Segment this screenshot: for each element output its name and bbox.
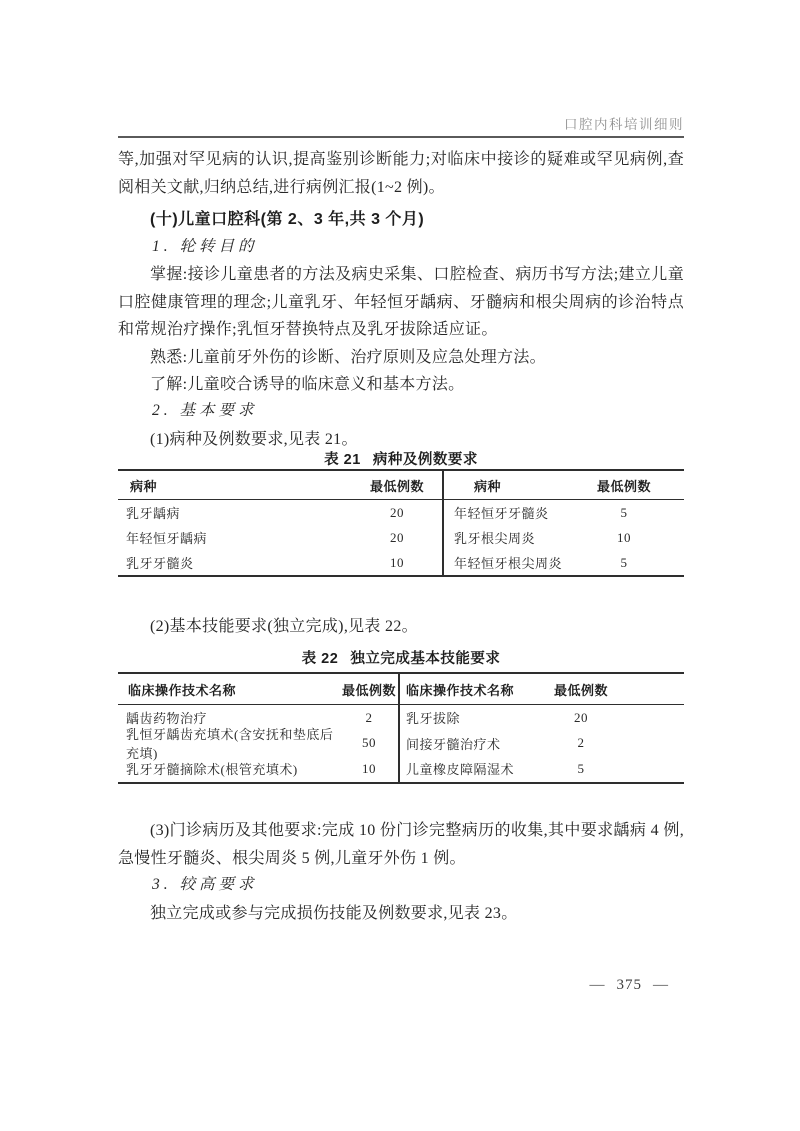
table-21 (118, 469, 684, 577)
table22-cell: 20 (574, 709, 588, 725)
table21-center-divider (442, 471, 444, 575)
paragraph-requirement-2: (2)基本技能要求(独立完成),见表 22。 (150, 618, 418, 635)
table21-header-row (118, 471, 684, 500)
table21-cell: 年轻恒牙龋病 (126, 531, 208, 546)
table-row (118, 500, 684, 525)
table22-cell: 乳恒牙龋齿充填术(含安抚和垫底后充填) (126, 727, 334, 762)
table22-caption-label: 表 22 (301, 651, 339, 667)
paragraph-master: 掌握:接诊儿童患者的方法及病史采集、口腔检查、病历书写方法;建立儿童口腔健康管理的理念;儿童乳牙、年轻恒牙龋病、牙髓病和根尖周病的诊治特点和常规治疗操作;乳恒牙替换特点及乳牙拔除适应证。 (118, 266, 684, 338)
table21-caption (118, 448, 684, 469)
page-footer (118, 977, 684, 994)
table21-cell: 10 (390, 554, 404, 570)
table21-header-disease-left: 病种 (130, 478, 158, 494)
running-header-title: 口腔内科培训细则 (564, 117, 684, 132)
table22-header-technique-right: 临床操作技术名称 (406, 682, 515, 698)
table22-cell: 儿童橡皮障隔湿术 (406, 762, 515, 778)
paragraph-understand: 了解:儿童咬合诱导的临床意义和基本方法。 (150, 376, 465, 393)
table21-cell: 5 (620, 554, 628, 570)
paragraph-requirement-1: (1)病种及例数要求,见表 21。 (150, 431, 358, 448)
page-number: 375 (616, 977, 642, 993)
footer-dash-left: — (589, 977, 606, 993)
table22-header-min-cases-left: 最低例数 (341, 682, 396, 698)
list-item-basic-requirements: 2. 基本要求 (152, 402, 258, 419)
section-heading: (十)儿童口腔科(第 2、3 年,共 3 个月) (150, 211, 425, 228)
paragraph-advanced: 独立完成或参与完成损伤技能及例数要求,见表 23。 (150, 905, 518, 922)
paragraph-familiar: 熟悉:儿童前牙外伤的诊断、治疗原则及应急处理方法。 (150, 349, 546, 366)
table22-cell: 乳牙拔除 (406, 711, 461, 727)
paragraph-continuation: 等,加强对罕见病的认识,提高鉴别诊断能力;对临床中接诊的疑难或罕见病例,查阅相关文献,归纳总结,进行病例汇报(1~2 例)。 (118, 151, 684, 196)
table21-cell: 年轻恒牙根尖周炎 (454, 556, 563, 571)
table21-cell: 20 (390, 529, 404, 545)
paragraph-requirement-3: (3)门诊病历及其他要求:完成 10 份门诊完整病历的收集,其中要求龋病 4 例,急慢性牙髓炎、根尖周炎 5 例,儿童牙外伤 1 例。 (118, 822, 684, 867)
table22-center-divider (398, 674, 400, 782)
footer-dash-right: — (653, 977, 669, 993)
table21-cell: 5 (620, 504, 628, 520)
table22-header-min-cases-right: 最低例数 (553, 682, 608, 698)
table22-caption-title: 独立完成基本技能要求 (350, 651, 501, 667)
table-row (118, 727, 684, 762)
table22-caption (118, 647, 684, 668)
table21-header-min-cases-right: 最低例数 (596, 478, 651, 494)
header-rule (118, 136, 684, 138)
table22-cell: 5 (577, 760, 585, 776)
table22-cell: 2 (365, 709, 373, 725)
table22-cell: 间接牙髓治疗术 (406, 736, 501, 752)
table21-cell: 20 (390, 504, 404, 520)
table22-cell: 10 (362, 760, 376, 776)
table21-cell: 10 (617, 529, 631, 545)
table21-cell: 乳牙龋病 (126, 506, 181, 521)
table21-cell: 年轻恒牙牙髓炎 (454, 506, 549, 521)
table22-cell: 50 (362, 735, 376, 751)
table22-header-row (118, 674, 684, 705)
list-item-advanced-requirements: 3. 较高要求 (152, 876, 258, 893)
table21-caption-label: 表 21 (324, 452, 361, 468)
table-row (118, 525, 684, 550)
table21-header-disease-right: 病种 (474, 478, 502, 494)
table-row (118, 550, 684, 575)
table22-cell: 龋齿药物治疗 (126, 711, 208, 727)
table-row (118, 756, 684, 782)
table21-cell: 乳牙根尖周炎 (454, 531, 536, 546)
table22-cell: 乳牙牙髓摘除术(根管充填术) (126, 762, 298, 778)
list-item-rotation-purpose: 1. 轮转目的 (152, 238, 258, 255)
table21-header-min-cases-left: 最低例数 (369, 478, 424, 494)
table21-caption-title: 病种及例数要求 (372, 452, 478, 468)
table22-header-technique-left: 临床操作技术名称 (128, 682, 237, 698)
table-22 (118, 672, 684, 784)
table21-cell: 乳牙牙髓炎 (126, 556, 194, 571)
table22-cell: 2 (577, 735, 585, 751)
